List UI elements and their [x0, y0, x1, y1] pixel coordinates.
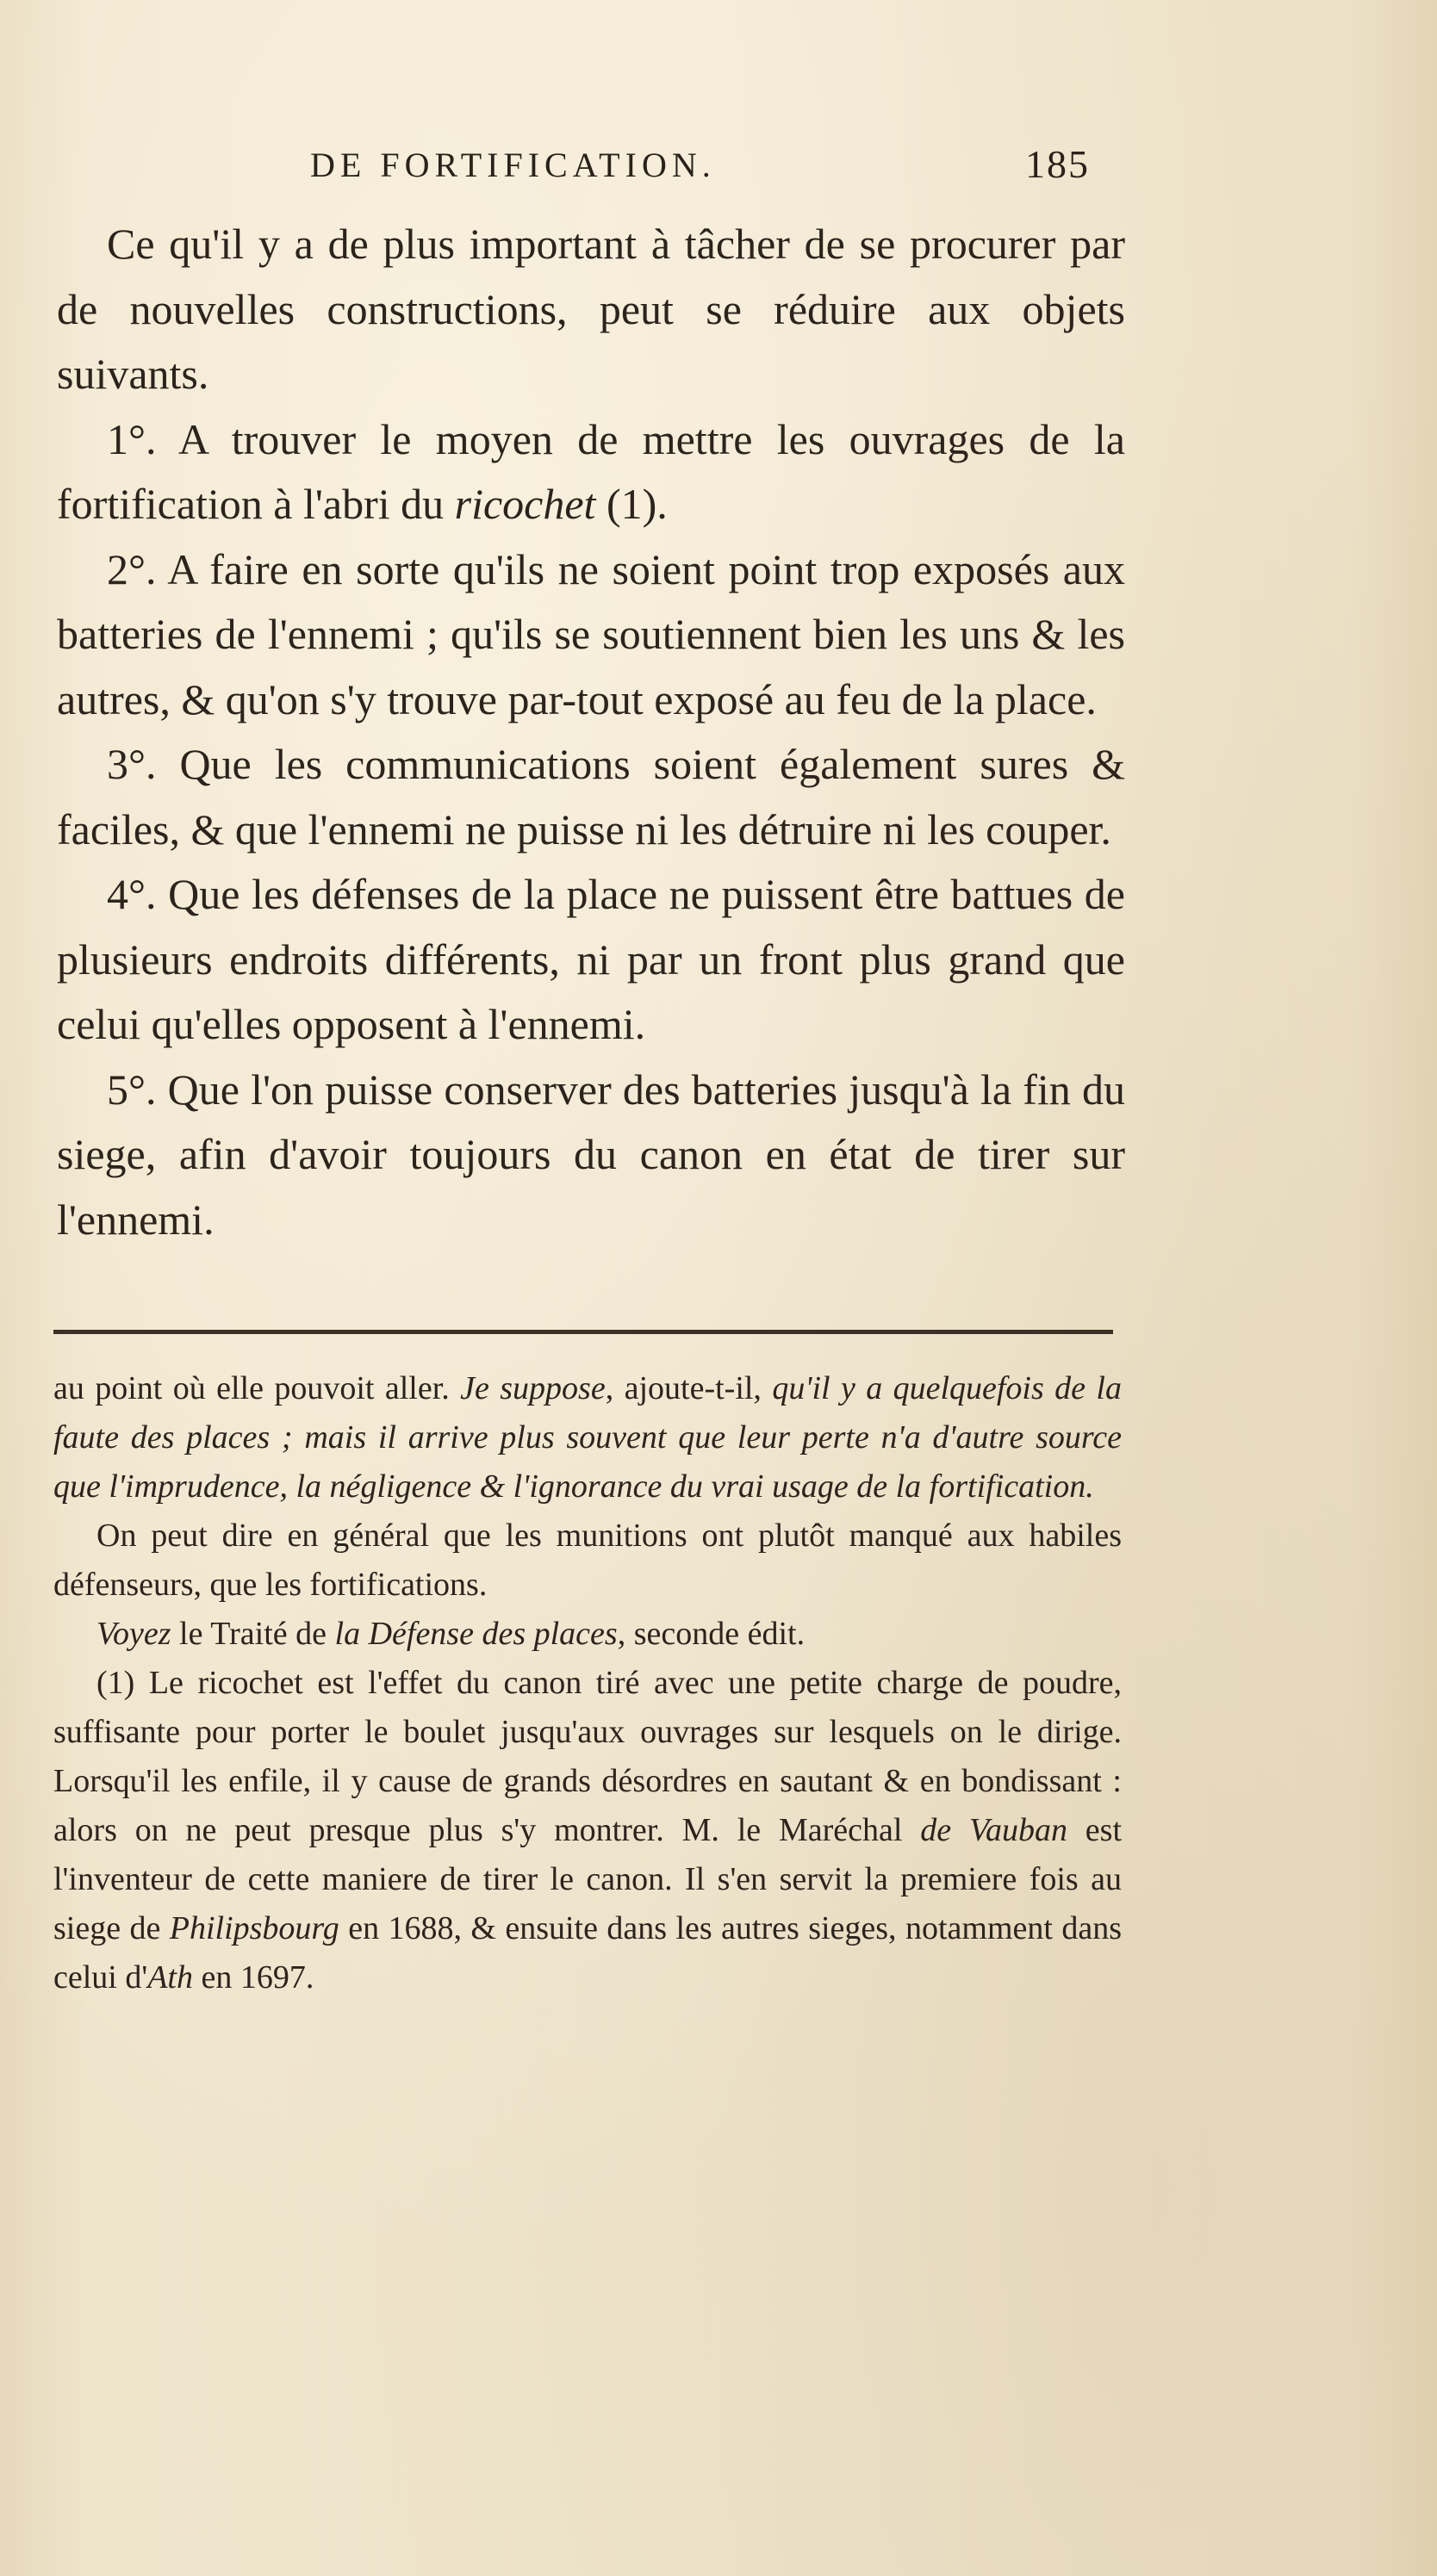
item-1-note-ref: (1). — [595, 480, 668, 528]
footnote-1-text-b: , ajoute-t-il, — [605, 1370, 773, 1406]
footnote-traite: le Traité de — [171, 1616, 335, 1652]
footnote-edition: , seconde édit. — [617, 1616, 806, 1652]
footnote-ricochet-d: en 1697. — [192, 1959, 314, 1996]
paragraph-item-3: 3°. Que les communications soient également sures & faciles, & que l'ennemi ne puisse ni les détruire ni les couper. — [57, 740, 1125, 853]
item-1-term: ricochet — [454, 480, 596, 528]
footnote-ath: Ath — [147, 1959, 193, 1996]
footnote-1-quote-b: qu'il y a quelquefois de la faute des places ; mais il arrive plus souvent que leur perte n'a d'autre source que l'imprudence, la négligence & l'ignorance du vrai usage de la fortification. — [53, 1370, 1122, 1505]
footnote-ricochet — [53, 1659, 1122, 2002]
footnote-1-text: au point où elle pouvoit aller. — [53, 1370, 461, 1406]
paragraph-item-2: 2°. A faire en sorte qu'ils ne soient point trop exposés aux batteries de l'ennemi ; qu'ils se soutiennent bien les uns & les autres, & qu'on s'y trouve par-tout exposé au feu de la place. — [57, 544, 1125, 723]
main-text — [57, 212, 1125, 1252]
footnote-ricochet-a: (1) Le ricochet est l'effet du canon tiré avec une petite charge de poudre, suffisante pour porter le boulet jusqu'aux ouvrages sur lesquels on le dirige. Lorsqu'il les enfile, il y cause de grands désordres en sautant & en bondissant : alors on ne peut presque plus s'y montrer. M. le Maréchal — [53, 1665, 1122, 1848]
page-number: 185 — [1025, 142, 1090, 186]
footnotes — [53, 1364, 1122, 2002]
footnote-vauban: Vauban — [968, 1812, 1067, 1848]
paragraph-intro: Ce qu'il y a de plus important à tâcher de se procurer par de nouvelles constructions, peut se réduire aux objets suivants. — [57, 220, 1125, 398]
item-1-text: 1°. A trouver le moyen de mettre les ouvrages de la fortification à l'abri du — [57, 414, 1125, 528]
paragraph-item-1 — [57, 407, 1125, 537]
running-head: DE FORTIFICATION. — [310, 146, 716, 184]
footnote-ricochet-b: est l'inventeur de cette maniere de tirer le canon. Il s'en servit la premiere fois au siege de — [53, 1812, 1123, 1946]
footnote-rule — [53, 1330, 1113, 1334]
paragraph-item-5: 5°. Que l'on puisse conserver des batteries jusqu'à la fin du siege, afin d'avoir toujours du canon en état de tirer sur l'ennemi. — [57, 1065, 1125, 1244]
footnote-continuation — [53, 1364, 1122, 1511]
footnote-philipsbourg: Philipsbourg — [169, 1910, 339, 1946]
footnote-reference — [53, 1610, 1122, 1659]
footnote-voyez: Voyez — [96, 1616, 171, 1652]
footnote-de: de — [920, 1812, 969, 1848]
footnote-book-title: la Défense des places — [334, 1616, 618, 1652]
paragraph-item-4: 4°. Que les défenses de la place ne puissent être battues de plusieurs endroits différents, ni par un front plus grand que celui qu'elles opposent à l'ennemi. — [57, 870, 1125, 1048]
footnote-1-quote-a: Je suppose — [460, 1370, 606, 1406]
footnote-munitions: On peut dire en général que les munitions ont plutôt manqué aux habiles défenseurs, que les fortifications. — [53, 1518, 1122, 1603]
footnote-ricochet-c: en 1688, & ensuite dans les autres sieges, notamment dans celui d' — [53, 1910, 1122, 1996]
